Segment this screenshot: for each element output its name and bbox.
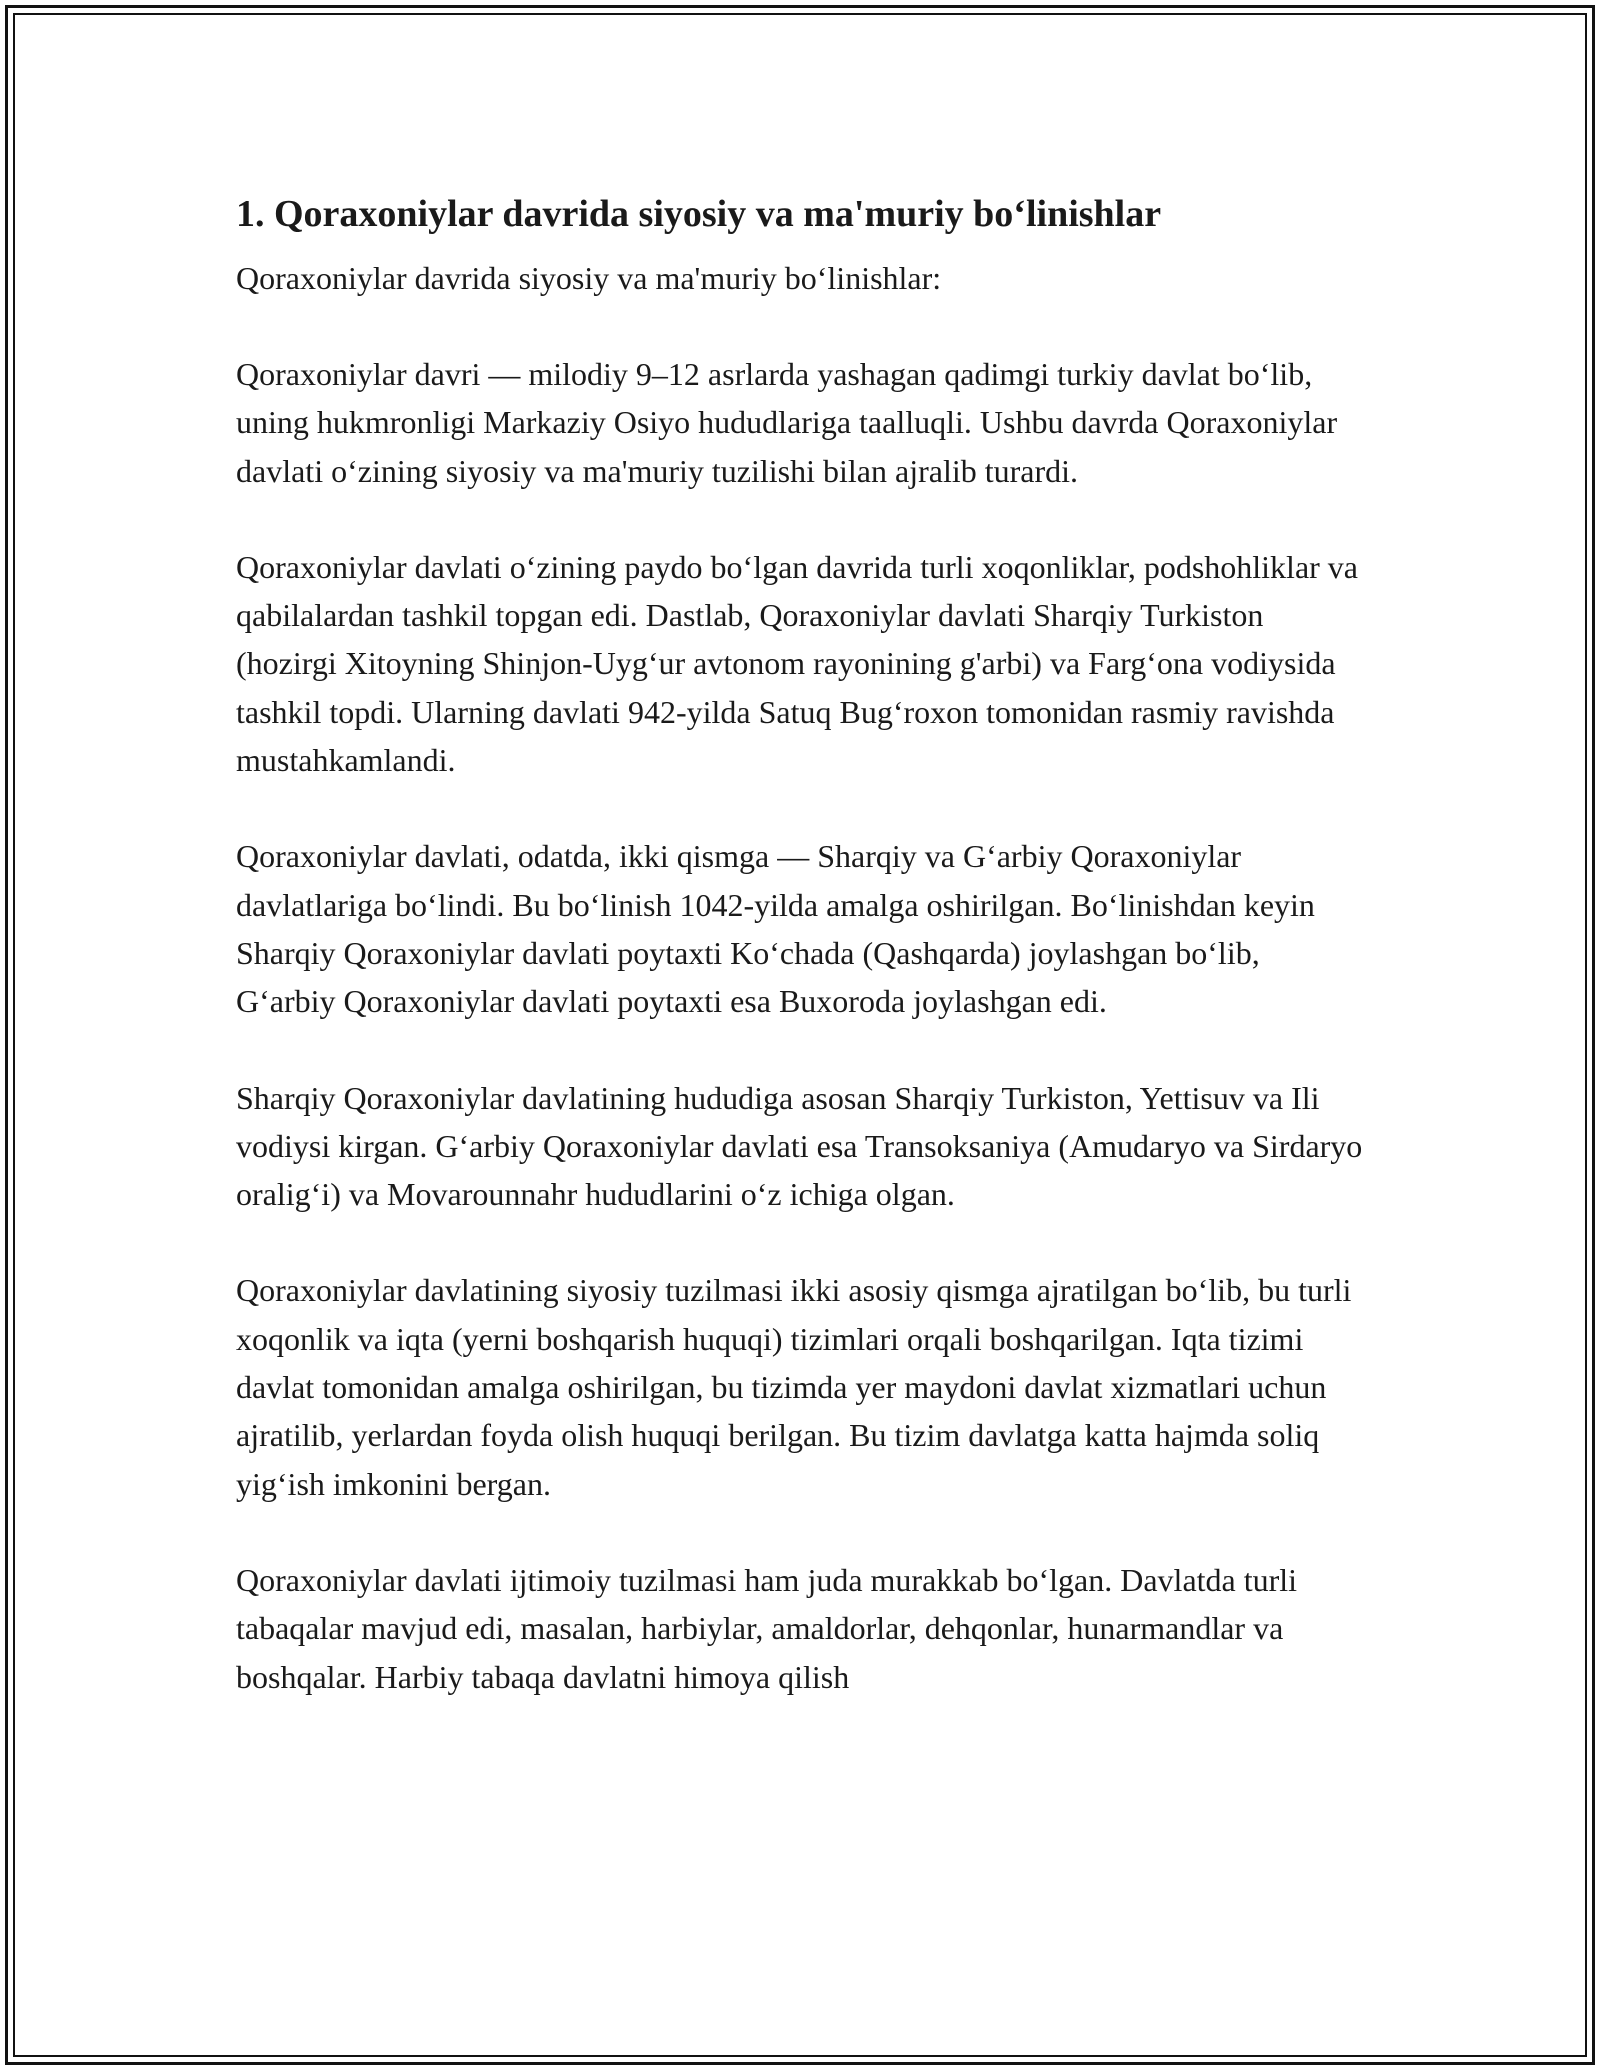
paragraph: Sharqiy Qoraxoniylar davlatining hududiga asosan Sharqiy Turkiston, Yettisuv va Ili vodiysi kirgan. G‘arbiy Qoraxoniylar davlati esa Transoksaniya (Amudaryo va Sirdaryo oralig‘i) va Movarounnahr hududlarini o‘z ichiga olgan. xyxy=(236,1079,1363,1213)
document-body xyxy=(236,188,1366,1701)
paragraph: Qoraxoniylar davri — milodiy 9–12 asrlarda yashagan qadimgi turkiy davlat bo‘lib, uning hukmronligi Markaziy Osiyo hududlariga taalluqli. Ushbu davrda Qoraxoniylar davlati o‘zining siyosiy va ma'muriy tuzilishi bilan ajralib turardi. xyxy=(236,356,1338,489)
paragraph: Qoraxoniylar davlati, odatda, ikki qismga — Sharqiy va G‘arbiy Qoraxoniylar davlatlariga bo‘lindi. Bu bo‘linish 1042-yilda amalga oshirilgan. Bo‘linishdan keyin Sharqiy Qoraxoniylar davlati poytaxti Ko‘chada (Qashqarda) joylashgan bo‘lib, G‘arbiy Qoraxoniylar davlati poytaxti esa Buxoroda joylashgan edi. xyxy=(236,838,1315,1020)
paragraph: Qoraxoniylar davlati ijtimoiy tuzilmasi ham juda murakkab bo‘lgan. Davlatda turli tabaqalar mavjud edi, masalan, harbiylar, amaldorlar, dehqonlar, hunarmandlar va boshqalar. Harbiy tabaqa davlatni himoya qilish xyxy=(236,1561,1298,1695)
intro-line: Qoraxoniylar davrida siyosiy va ma'muriy bo‘linishlar: xyxy=(236,260,942,296)
paragraph: Qoraxoniylar davlati o‘zining paydo bo‘lgan davrida turli xoqonliklar, podshohliklar va qabilalardan tashkil topgan edi. Dastlab, Qoraxoniylar davlati Sharqiy Turkiston (hozirgi Xitoyning Shinjon-Uyg‘ur avtonom rayonining g'arbi) va Farg‘ona vodiysida tashkil topdi. Ularning davlati 942-yilda Satuq Bug‘roxon tomonidan rasmiy ravishda mustahkamlandi. xyxy=(236,548,1358,779)
section-title: 1. Qoraxoniylar davrida siyosiy va ma'muriy bo‘linishlar xyxy=(236,193,1162,235)
paragraph: Qoraxoniylar davlatining siyosiy tuzilmasi ikki asosiy qismga ajratilgan bo‘lib, bu turli xoqonlik va iqta (yerni boshqarish huquqi) tizimlari orqali boshqarilgan. Iqta tizimi davlat tomonidan amalga oshirilgan, bu tizimda yer maydoni davlat xizmatlari uchun ajratilib, yerlardan foyda olish huquqi berilgan. Bu tizim davlatga katta hajmda soliq yig‘ish imkonini bergan. xyxy=(236,1272,1352,1502)
